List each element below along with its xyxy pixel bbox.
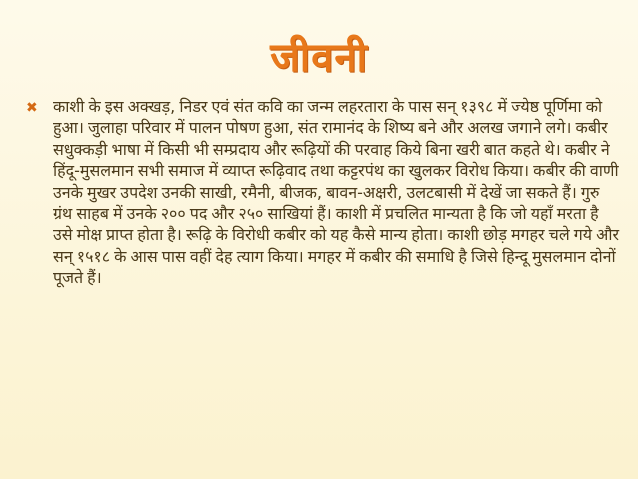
x-bullet-icon: ✖ — [26, 100, 38, 116]
slide-title: जीवनी — [270, 35, 368, 81]
biography-paragraph: काशी के इस अक्खड़, निडर एवं संत कवि का जन्म लहरतारा के पास सन् १३९८ में ज्येष्ठ पूर्णिमा को हुआ। जुलाहा परिवार में पालन पोषण हुआ, संत रामानंद के शिष्य बने और अलख जगाने लगे। कबीर सधुक्कड़ी भाषा में किसी भी सम्प्रदाय और रूढ़ियों की परवाह किये बिना खरी बात कहते थे। कबीर ने हिंदू-मुसलमान सभी समाज में व्याप्त रूढ़िवाद तथा कट्टरपंथ का खुलकर विरोध किया। कबीर की वाणी उनके मुखर उपदेश उनकी साखी, रमैनी, बीजक, बावन-अक्षरी, उलटबासी में देखें जा सकते हैं। गुरु ग्रंथ साहब में उनके २०० पद और २५० साखियां हैं। काशी में प्रचलित मान्यता है कि जो यहाँ मरता है उसे मोक्ष प्राप्त होता है। रूढ़ि के विरोधी कबीर को यह कैसे मान्य होता। काशी छोड़ मगहर चले गये और सन् १५१८ के आस पास वहीं देह त्याग किया। मगहर में कबीर की समाधि है जिसे हिन्दू मुसलमान दोनों पूजते हैं। — [53, 97, 620, 288]
